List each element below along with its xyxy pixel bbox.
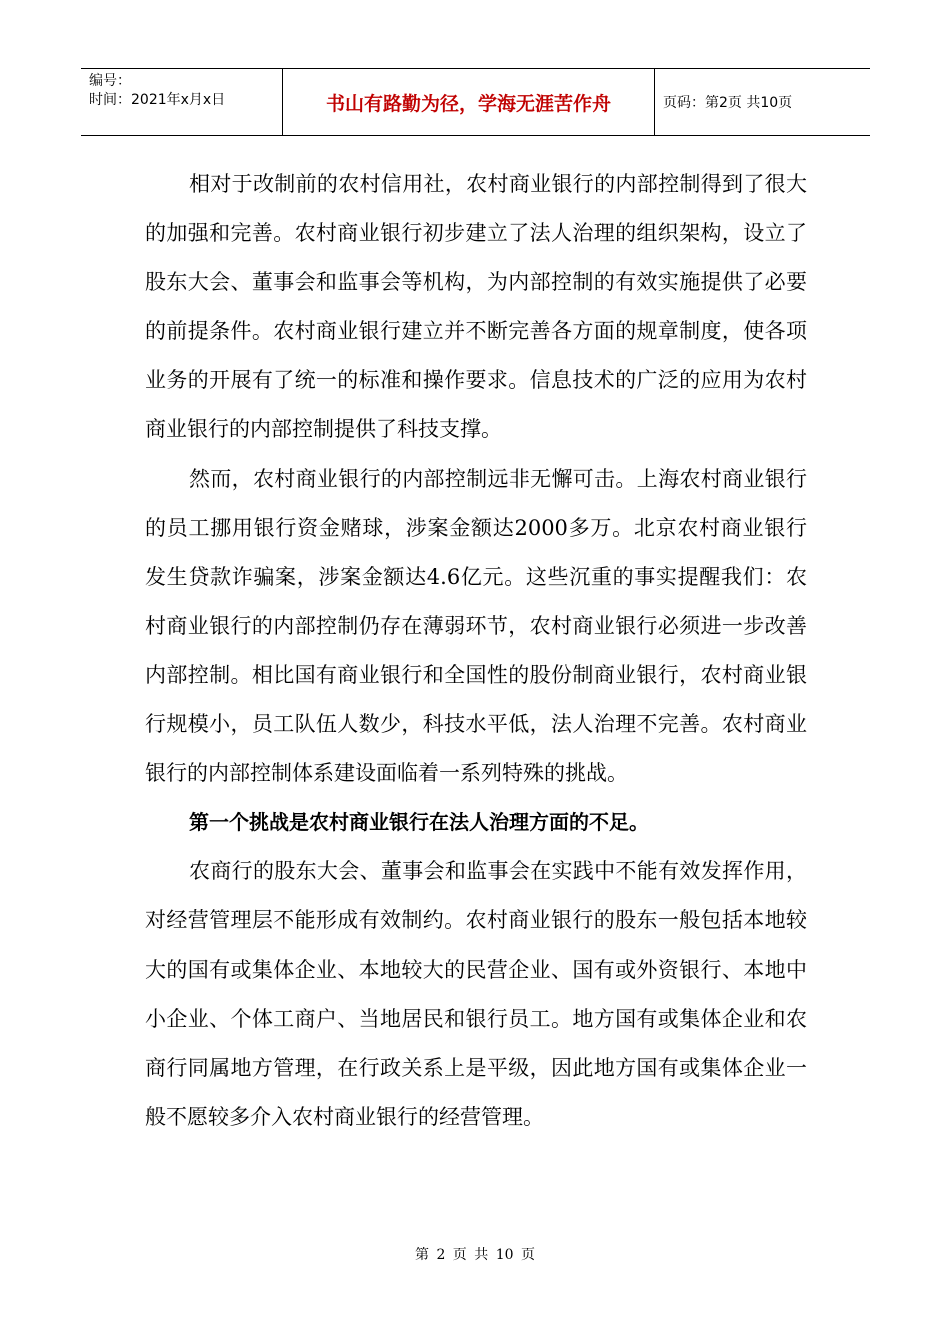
document-body <box>145 160 807 1142</box>
number-label: 编号： <box>89 73 131 89</box>
page-footer <box>0 1244 950 1264</box>
body-paragraph: 然而，农村商业银行的内部控制远非无懈可击。上海农村商业银行的员工挪用银行资金赌球，涉案金额达2000多万。北京农村商业银行发生贷款诈骗案，涉案金额达4.6亿元。这些沉重的事实提醒我们：农村商业银行的内部控制仍存在薄弱环节，农村商业银行必须进一步改善内部控制。相比国有商业银行和全国性的股份制商业银行，农村商业银行规模小，员工队伍人数少，科技水平低，法人治理不完善。农村商业银行的内部控制体系建设面临着一系列特殊的挑战。 <box>145 466 807 786</box>
header-meta-cell <box>81 69 283 135</box>
body-paragraph: 农商行的股东大会、董事会和监事会在实践中不能有效发挥作用，对经营管理层不能形成有效制约。农村商业银行的股东一般包括本地较大的国有或集体企业、本地较大的民营企业、国有或外资银行、本地中小企业、个体工商户、当地居民和银行员工。地方国有或集体企业和农商行同属地方管理，在行政关系上是平级，因此地方国有或集体企业一般不愿较多介入农村商业银行的经营管理。 <box>145 859 807 1129</box>
body-paragraph: 相对于改制前的农村信用社，农村商业银行的内部控制得到了很大的加强和完善。农村商业银行初步建立了法人治理的组织架构，设立了股东大会、董事会和监事会等机构，为内部控制的有效实施提供了必要的前提条件。农村商业银行建立并不断完善各方面的规章制度，使各项业务的开展有了统一的标准和操作要求。信息技术的广泛的应用为农村商业银行的内部控制提供了科技支撑。 <box>145 172 807 442</box>
motto-text: 书山有路勤为径，学海无涯苦作舟 <box>325 92 611 115</box>
header-motto-cell <box>283 69 655 135</box>
header-page-cell <box>655 69 870 135</box>
footer-page-number: 第 2 页 共 10 页 <box>415 1247 535 1263</box>
page-info: 页码：第2页 共10页 <box>663 95 793 111</box>
time-label: 时间：2021年x月x日 <box>89 92 226 108</box>
document-header <box>81 68 870 136</box>
section-heading: 第一个挑战是农村商业银行在法人治理方面的不足。 <box>189 810 649 835</box>
